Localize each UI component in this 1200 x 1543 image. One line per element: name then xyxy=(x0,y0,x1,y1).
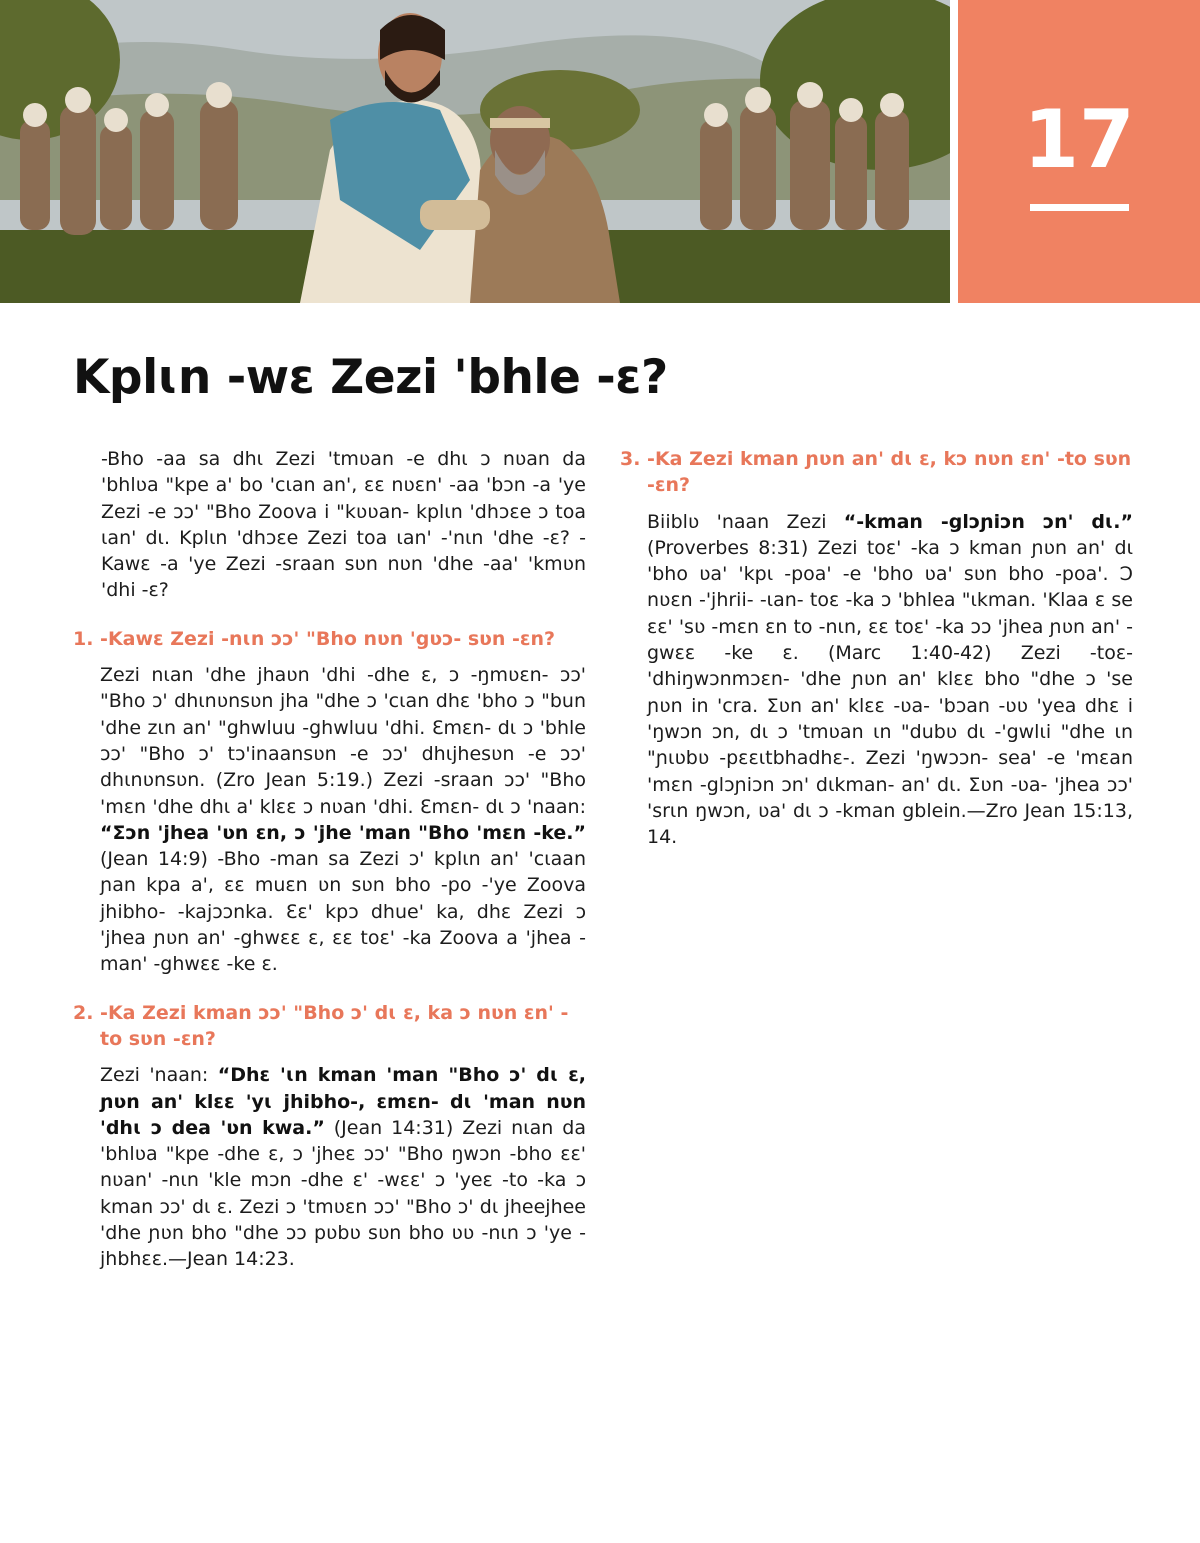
question-heading: 2. -Ka Zezi kman ɔɔ' "Bho ɔ' dɩ ɛ, ka ɔ nʋn ɛn' -to sʋn -ɛn? xyxy=(73,1001,569,1050)
jesus-healing-leper-illustration xyxy=(0,0,950,303)
question-heading: 1. -Kawɛ Zezi -nɩn ɔɔ' "Bho nʋn 'gʋɔ- sʋn -ɛn? xyxy=(73,627,556,650)
quote-text: “-kman -glɔɲiɔn ɔn' dɩ.” xyxy=(843,510,1133,533)
body-text: Zezi 'naan: xyxy=(100,1064,218,1087)
question-1 xyxy=(73,626,586,978)
chapter-number: 17 xyxy=(1023,93,1135,186)
question-3 xyxy=(620,446,1133,850)
question-body xyxy=(620,509,1133,851)
intro-paragraph: -Bho -aa sa dhɩ Zezi 'tmʋan -e dhɩ ɔ nʋan da 'bhlʋa "kpe a' bo 'cɩan an', ɛɛ nʋɛn' -aa 'bɔn -a 'ye Zezi -e ɔɔ' "Bho Zoova i "kʋʋan- kplɩn 'dhɔɛe ɔ toa ɩan' dɩ. Kplɩn 'dhɔɛe Zezi toa ɩan' -'nɩn 'dhe -ɛ? -Kawɛ -a 'ye Zezi -sraan sʋn nʋn 'dhe -aa' 'kmʋn 'dhi -ɛ? xyxy=(101,448,586,602)
body-text: (Jean 14:9) -Bho -man sa Zezi ɔ' kplɩn an' 'cɩaan ɲan kpa a', ɛɛ muɛn ʋn sʋn bho -po -'ye Zoova jhibho- -kajɔɔnka. Ɛɛ' kpɔ dhue' ka, dhɛ Zezi ɔ 'jhea ɲʋn an' -ghwɛɛ ɛ, ɛɛ toɛ' -ka Zoova a 'jhea -man' -ghwɛɛ -ke ɛ. xyxy=(100,848,586,976)
question-body xyxy=(73,1062,586,1272)
quote-text: “Dhɛ 'ɩn kman 'man "Bho ɔ' dɩ ɛ, ɲʋn an' klɛɛ 'yɩ jhibho-, ɛmɛn- dɩ 'man nʋn 'dhɩ ɔ dea 'ʋn kwa.” xyxy=(100,1064,586,1139)
question-2 xyxy=(73,1000,586,1273)
body-text: (Jean 14:31) Zezi nɩan da 'bhlʋa "kpe -dhe ɛ, ɔ 'jheɛ ɔɔ' "Bho ŋwɔn -bho ɛɛ' nʋan' -nɩn 'kle mɔn -dhe ɛ' -wɛɛ' ɔ 'yeɛ -to -ka ɔ kman ɔɔ' dɩ ɛ. Zezi ɔ 'tmʋɛn ɔɔ' "Bho ɔ' dɩ jheejhee 'dhe ɲʋn bho "dhe ɔɔ pʋbʋ sʋn bho ʋʋ -nɩn ɔ 'ye -jhbhɛɛ.—Jean 14:23. xyxy=(100,1116,586,1271)
page-title: Kplɩn -wɛ Zezi 'bhle -ɛ? xyxy=(73,350,668,405)
hero-illustration xyxy=(0,0,950,303)
chapter-number-box xyxy=(958,0,1200,303)
question-body xyxy=(73,662,586,978)
right-column xyxy=(620,446,1133,850)
quote-text: “Ʃɔn 'jhea 'ʋn ɛn, ɔ 'jhe 'man "Bho 'mɛn -ke.” xyxy=(100,821,586,844)
body-text: (Proverbes 8:31) Zezi toɛ' -ka ɔ kman ɲʋn an' dɩ 'bho ʋa' 'kpɩ -poa' -e 'bho ʋa' sʋn bho -poa'. Ɔ nʋɛn -'jhrii- -ɩan- toɛ -ka ɔ 'bhlea "ɩkman. 'Klaa ɛ se ɛɛ' 'sʋ -mɛn ɛn to -nɩn, ɛɛ toɛ' -ka ɔɔ 'jhea ɲʋn an' -gwɛɛ -ke ɛ. (Marc 1:40-42) Zezi -toɛ- 'dhiŋwɔnmɔɛn- 'dhe ɲʋn an' klɛɛ bho "dhe ɔ 'se ɲʋn in 'cra. Ʃʋn an' klɛɛ -ʋa- 'bɔan -ʋʋ 'yea dhɛ i 'ŋwɔn ɔn, dɩ ɔ 'tmʋan ɩn "dubʋ dɩ -'gwlɩi "dhe ɩn "ɲɩʋbʋ -pɛɛɩtbhadhɛ-. Zezi 'ŋwɔɔn- sea' -e 'mɛan 'mɛn -glɔɲiɔn ɔn' dɩkman- an' dɩ. Ʃʋn -ʋa- 'jhea ɔɔ' 'srɩn ŋwɔn, ʋa' dɩ ɔ -kman gblein.—Zro Jean 15:13, 14. xyxy=(647,536,1133,849)
body-text: Biiblʋ 'naan Zezi xyxy=(647,510,844,533)
body-text: Zezi nɩan 'dhe jhaʋn 'dhi -dhe ɛ, ɔ -ŋmʋɛn- ɔɔ' "Bho ɔ' dhɩnʋnsʋn jha "dhe ɔ 'cɩan dhɛ 'bho ɔ "bun 'dhe zɩn an' "ghwluu -ghwluu 'dhi. Ɛmɛn- dɩ ɔ 'bhle ɔɔ' "Bho ɔ' tɔ'inaansʋn -e ɔɔ' dhɩjhesʋn -e ɔɔ' dhɩnʋnsʋn. (Zro Jean 5:19.) Zezi -sraan ɔɔ' "Bho 'mɛn 'dhe dhɩ a' klɛɛ ɔ nʋan 'dhi. Ɛmɛn- dɩ ɔ 'naan: xyxy=(100,664,586,818)
chapter-underline xyxy=(1030,204,1129,211)
question-heading: 3. -Ka Zezi kman ɲʋn an' dɩ ɛ, kɔ nʋn ɛn' -to sʋn -ɛn? xyxy=(620,448,1132,497)
left-column xyxy=(73,446,586,1273)
